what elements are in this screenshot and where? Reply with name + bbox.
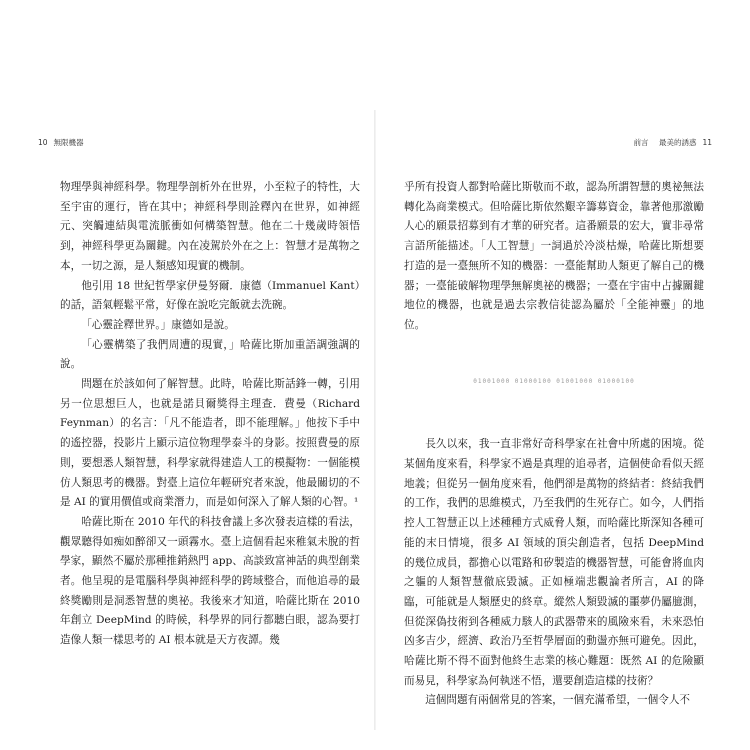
left-page-body bbox=[60, 178, 360, 651]
binary-section-divider bbox=[404, 372, 704, 392]
right-chapter-title: 最美的誘惑 bbox=[658, 138, 697, 147]
left-paragraph-6: 哈薩比斯在 2010 年代的科技會議上多次發表這樣的看法，觀眾聽得如痴如醉卻又一頭霧水。臺上這個看起來稚氣未脫的哲學家，顯然不屬於那種推銷熱門 app、高談致富神話的典型創業者。他呈現的是電腦科學與神經科學的跨域整合，而他追尋的最終獎勵則是洞悉智慧的奧祕。我後來才知道，哈薩比斯在 2010 年創立 DeepMind 的時候，科學界的同行都聽白眼，認為要打造像人類一樣思考的 AI 根本就是天方夜譚。幾 bbox=[60, 515, 360, 647]
right-paragraph-2: 這個問題有兩個常見的答案，一個充滿希望，一個令人不 bbox=[425, 694, 691, 707]
left-book-title: 無限機器 bbox=[53, 138, 84, 147]
left-paragraph-4: 「心靈構築了我們周遭的現實，」哈薩比斯加重語調強調的說。 bbox=[60, 338, 360, 371]
right-paragraph-intro: 乎所有投資人都對哈薩比斯敬而不敢，認為所謂智慧的奧祕無法轉化為商業模式。但哈薩比斯依然艱辛籌募資金，靠著他那激勵人心的願景招募到有才華的研究者。這番願景的宏大，實非尋常言語所能描述。「人工智慧」一詞過於冷淡枯燥，哈薩比斯想要打造的是一臺無所不知的機器：一臺能幫助人類更了解自己的機器；一臺能破解物理學無解奧祕的機器；一臺在宇宙中占據關鍵地位的機器，也就是過去宗教信徒認為屬於「全能神靈」的地位。 bbox=[404, 181, 704, 331]
book-gutter bbox=[374, 110, 376, 730]
left-paragraph-2: 他引用 18 世紀哲學家伊曼努爾．康德（Immanuel Kant）的話，語氣輕鬆平常，好像在說吃完飯就去洗碗。 bbox=[60, 279, 360, 312]
left-paragraph-5: 問題在於該如何了解智慧。此時，哈薩比斯話鋒一轉，引用另一位思想巨人，也就是諾貝爾獎得主理查．費曼（Richard Feynman）的名言：「凡不能造者，即不能理解。」他按下手中的遙控器，投影片上顯示這位物理學泰斗的身影。按照費曼的原則，要想悉人類智慧，科學家就得建造人工的模擬物：一個能模仿人類思考的機器。對臺上這位年輕研究者來說，他最關切的不是 AI 的實用價值或商業潛力，而是如何深入了解人類的心智。¹ bbox=[60, 378, 360, 509]
binary-divider-text: 01001000 01000100 01001000 01000100 bbox=[473, 377, 635, 385]
left-page-number: 10 bbox=[38, 138, 48, 147]
right-paragraph-1: 長久以來，我一直非常好奇科學家在社會中所處的困境。從某個角度來看，科學家不過是真理的追尋者，這個使命看似天經地義；但從另一個角度來看，他們卻是萬物的終結者：終結我們的工作，我們的思維模式，乃至我們的生死存亡。如今，人們指控人工智慧正以上述種種方式威脅人類，而哈薩比斯深知各種可能的末日情境，很多 AI 領域的頂尖創造者，包括 DeepMind 的幾位成員，都擔心以電路和矽製造的機器智慧，可能會將血肉之軀的人類智慧徹底毀滅。正如極端悲觀論者所言，AI 的降臨，可能就是人類歷史的終章。縱然人類毀滅的噩夢仍屬臆測，但從深偽技術到各種威力駭人的武器帶來的風險來看，未來恐怕凶多吉少，經濟、政治乃至哲學層面的動盪亦無可避免。因此，哈薩比斯不得不面對他終生志業的核心難題：既然 AI 的危險顯而易見，科學家為何執迷不悟，還要創造這樣的技術？ bbox=[404, 438, 704, 687]
right-running-head bbox=[634, 137, 712, 148]
left-running-head bbox=[38, 137, 84, 148]
right-page-number: 11 bbox=[702, 138, 712, 147]
left-paragraph-3: 「心靈詮釋世界。」康德如是說。 bbox=[81, 318, 235, 331]
right-section-label: 前言 bbox=[633, 138, 649, 147]
left-paragraph-1: 物理學與神經科學。物理學剖析外在世界，小至粒子的特性，大至宇宙的運行，皆在其中；神經科學則詮釋內在世界，如神經元、突觸連結與電流脈衝如何構築智慧。他在二十幾歲時領悟到，神經科學更為關鍵。內在凌駕於外在之上：智慧才是萬物之本，一切之源，是人類感知現實的機制。 bbox=[60, 181, 360, 272]
right-page-body bbox=[404, 178, 704, 711]
